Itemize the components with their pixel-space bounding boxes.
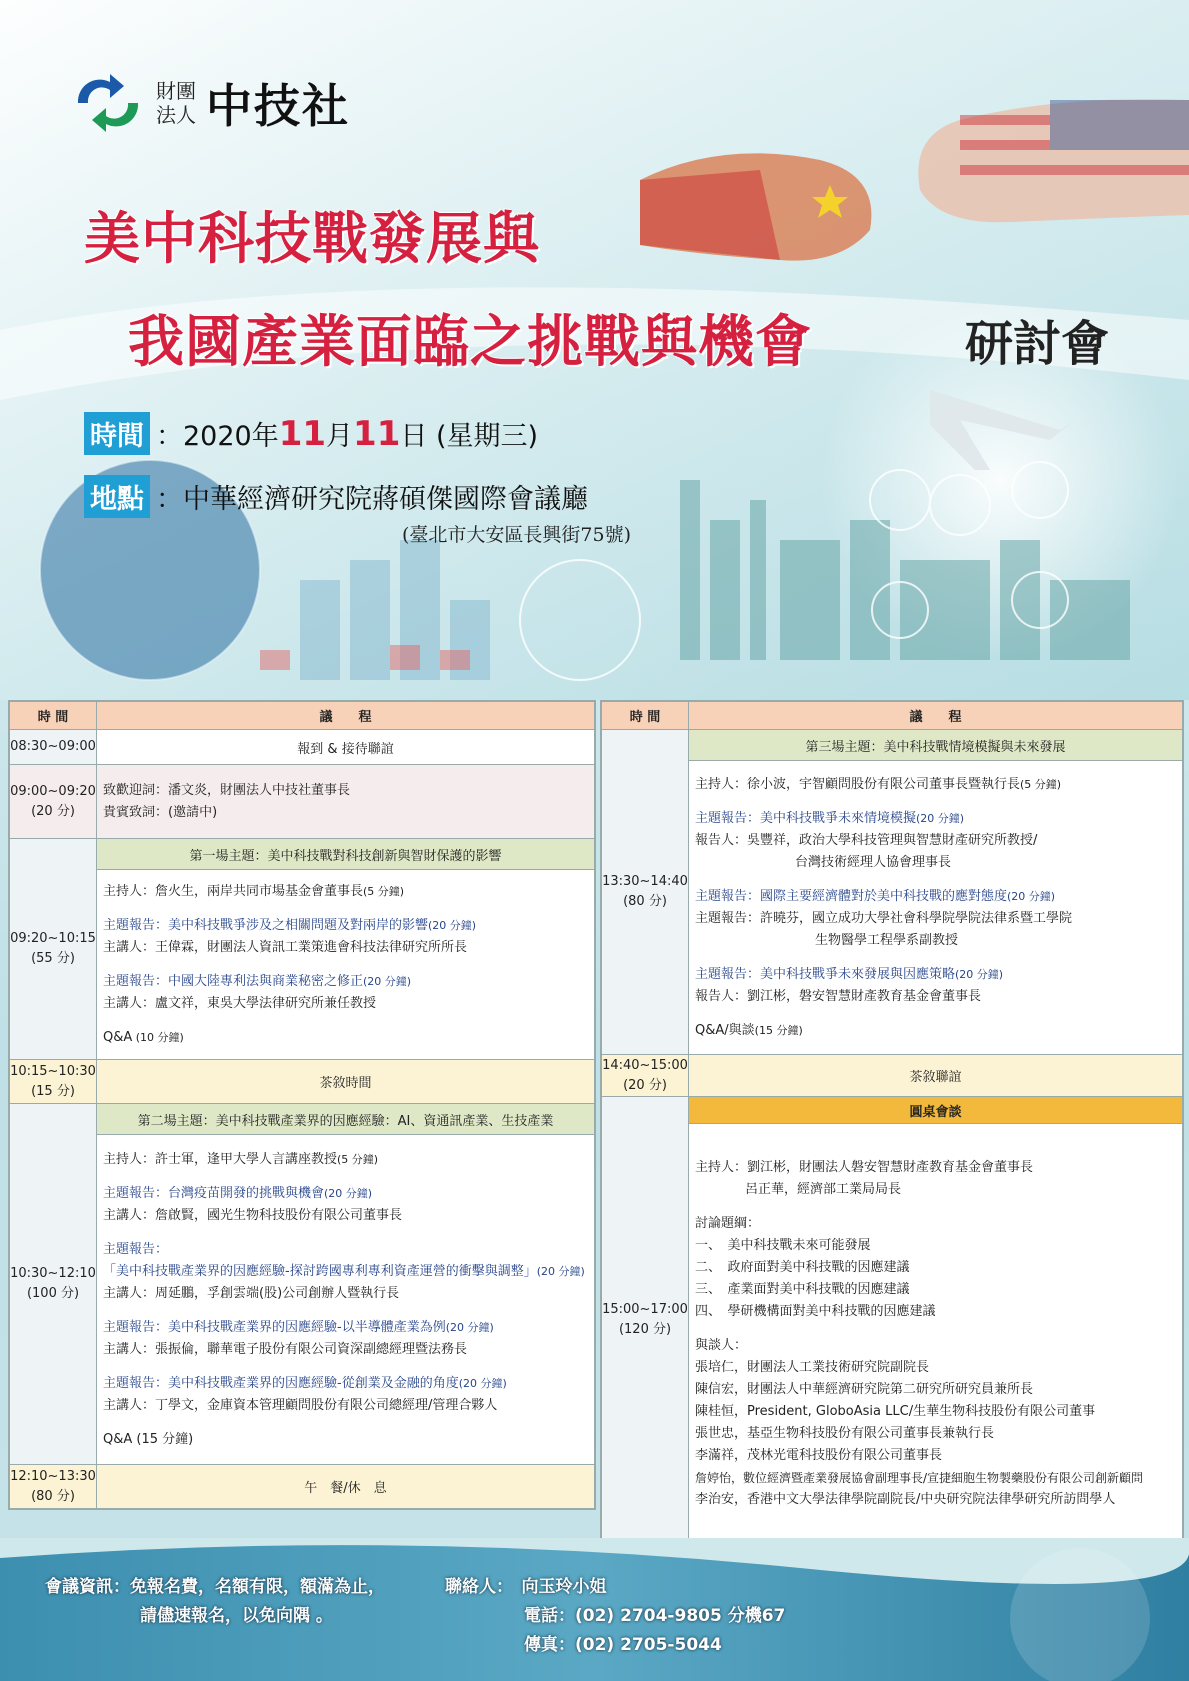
time-duration: (55 分): [31, 951, 75, 966]
title-suffix: 研討會: [965, 316, 1110, 372]
time-suffix: 日 (星期三): [400, 421, 539, 452]
panel-label: 與談人：: [695, 1337, 748, 1353]
footer-contact: [445, 1572, 607, 1597]
guest-speech: 貴賓致詞：(邀請中): [103, 804, 218, 820]
time-duration: (80 分): [623, 894, 667, 909]
session2-content: [97, 1135, 595, 1465]
session2-speaker2: 主講人：周延鵬，孚創雲端(股)公司創辦人暨執行長: [103, 1285, 400, 1301]
header-time: 時 間: [10, 702, 97, 730]
info-line1: 免報名費，名額有限，額滿為止，: [130, 1577, 385, 1597]
row-time: [602, 1097, 689, 1544]
agenda-welcome: [97, 765, 595, 839]
header-agenda: 議 程: [97, 702, 595, 730]
time-duration: (80 分): [31, 1488, 75, 1504]
header-time: 時 間: [602, 702, 689, 730]
agenda-registration: 報到 & 接待聯誼: [97, 730, 595, 765]
session3-topic1: 主題報告：美中科技戰爭未來情境模擬(20 分鐘): [695, 810, 965, 826]
footer-fax: 傳真：(02) 2705-5044: [524, 1635, 722, 1655]
panelist: 李滿祥，茂林光電科技股份有限公司董事長: [695, 1447, 943, 1463]
title-line2: 我國產業面臨之挑戰與機會: [128, 310, 812, 375]
session2-topic3: 主題報告：美中科技戰產業界的因應經驗-以半導體產業為例(20 分鐘): [103, 1319, 494, 1335]
header-agenda: 議 程: [689, 702, 1183, 730]
roundtable-title: 圓桌會談: [689, 1097, 1183, 1124]
row-time: [10, 1060, 97, 1104]
topics-label: 討論題綱：: [695, 1215, 761, 1231]
footer-info: [45, 1572, 385, 1597]
session1-topic2: 主題報告：中國大陸專利法與商業秘密之修正(20 分鐘): [103, 973, 412, 989]
session3-speaker1: 報告人：吳豐祥，政治大學科技管理與智慧財產研究所教授/: [695, 832, 1038, 848]
time-day: 11: [353, 413, 401, 454]
event-place: [84, 475, 588, 518]
time-duration: (100 分): [26, 1286, 80, 1301]
time-duration: (20 分): [623, 1077, 667, 1093]
info-label: 會議資訊：: [45, 1577, 130, 1597]
session2-qa: Q&A (15 分鐘): [103, 1431, 194, 1447]
panelist: 張世忠，基亞生物科技股份有限公司董事長兼執行長: [695, 1425, 995, 1441]
org-logo: [70, 70, 350, 136]
session3-speaker2-title: 生物醫學工程學系副教授: [815, 932, 959, 948]
time-month: 11: [278, 413, 327, 454]
row-time: [602, 1055, 689, 1097]
place-label: 地點: [84, 475, 150, 518]
session2-speaker4: 主講人：丁學文，金庫資本管理顧問股份有限公司總經理/管理合夥人: [103, 1397, 498, 1413]
session2-title: 第二場主題：美中科技戰產業界的因應經驗：AI、資通訊產業、生技產業: [97, 1104, 595, 1135]
panelist: 詹婷怡，數位經濟暨產業發展協會副理事長/宣捷細胞生物製藥股份有限公司創新顧問: [695, 1470, 1144, 1485]
time-range: 09:20~10:15: [10, 931, 96, 946]
session1-content: [97, 870, 595, 1060]
session3-host: 主持人：徐小波，宇智顧問股份有限公司董事長暨執行長(5 分鐘): [695, 776, 1062, 792]
session2-topic4: 主題報告：美中科技戰產業界的因應經驗-從創業及金融的角度(20 分鐘): [103, 1375, 507, 1391]
contact-name: 向玉玲小姐: [521, 1577, 607, 1597]
time-label: 時間: [84, 412, 150, 455]
session1-topic1: 主題報告：美中科技戰爭涉及之相關問題及對兩岸的影響(20 分鐘): [103, 917, 477, 933]
session1-speaker2: 主講人：盧文祥，東吳大學法律研究所兼任教授: [103, 995, 377, 1011]
topic-item: 一、 美中科技戰未來可能發展: [695, 1237, 871, 1253]
recycle-logo-icon: [70, 72, 146, 134]
place-address: (臺北市大安區長興街75號): [402, 524, 632, 546]
session3-topic2: 主題報告：國際主要經濟體對於美中科技戰的應對態度(20 分鐘): [695, 888, 1056, 904]
schedule-right: [600, 700, 1184, 1545]
time-range: 09:00~09:20: [10, 783, 96, 799]
place-value: ：中華經濟研究院蔣碩傑國際會議廳: [156, 484, 588, 515]
time-prefix: ：2020年: [156, 421, 279, 452]
session3-title: 第三場主題：美中科技戰情境模擬與未來發展: [689, 730, 1183, 761]
panelist: 陳桂恒，President, GloboAsia LLC/生華生物科技股份有限公司董事: [695, 1403, 1096, 1419]
session3-speaker3: 報告人：劉江彬，磐安智慧財產教育基金會董事長: [695, 988, 982, 1004]
session2-topic1: 主題報告：台灣疫苗開發的挑戰與機會(20 分鐘): [103, 1185, 373, 1201]
schedule-left: [8, 700, 596, 1510]
panelist: 陳信宏，財團法人中華經濟研究院第二研究所研究員兼所長: [695, 1381, 1034, 1397]
row-time: 08:30~09:00: [10, 730, 97, 765]
session3-qa: Q&A/與談(15 分鐘): [695, 1022, 803, 1038]
session1-qa: Q&A (10 分鐘): [103, 1029, 184, 1045]
logo-line1: 財團: [156, 79, 196, 103]
time-range: 12:10~13:30: [10, 1468, 96, 1484]
event-time: [84, 412, 538, 455]
roundtable-host: 主持人：劉江彬，財團法人磐安智慧財產教育基金會董事長: [695, 1159, 1034, 1175]
agenda-tea-break: 茶敘時間: [97, 1060, 595, 1104]
row-time: [10, 765, 97, 839]
session2-topic2: 主題報告：: [103, 1241, 169, 1257]
time-duration: (120 分): [618, 1322, 672, 1337]
topic-item: 四、 學研機構面對美中科技戰的因應建議: [695, 1303, 936, 1319]
logo-text-small: [156, 79, 196, 127]
footer-info2: 請儘速報名，以免向隅 。: [140, 1606, 333, 1626]
session3-topic3: 主題報告：美中科技戰爭未來發展與因應策略(20 分鐘): [695, 966, 1004, 982]
time-range: 15:00~17:00: [602, 1302, 688, 1317]
session1-speaker1: 主講人：王偉霖，財團法人資訊工業策進會科技法律研究所所長: [103, 939, 468, 955]
contact-label: 聯絡人：: [445, 1577, 505, 1597]
session2-topic2-title: 「美中科技戰產業界的因應經驗-探討跨國專利專利資產運營的衝擊與調整」(20 分鐘): [103, 1263, 585, 1279]
session2-host: 主持人：許士軍，逢甲大學人言講座教授(5 分鐘): [103, 1151, 379, 1167]
session3-speaker1-title: 台灣技術經理人協會理事長: [795, 854, 952, 870]
logo-name: 中技社: [206, 79, 350, 133]
panelist: 李治安，香港中文大學法律學院副院長/中央研究院法律學研究所訪問學人: [695, 1491, 1116, 1507]
time-range: 10:15~10:30: [10, 1063, 96, 1079]
time-duration: (20 分): [31, 803, 75, 819]
session3-content: [689, 761, 1183, 1055]
session1-title: 第一場主題：美中科技戰對科技創新與智財保護的影響: [97, 839, 595, 870]
session2-speaker3: 主講人：張振倫，聯華電子股份有限公司資深副總經理暨法務長: [103, 1341, 468, 1357]
footer-phone: 電話：(02) 2704-9805 分機67: [524, 1606, 786, 1626]
logo-line2: 法人: [156, 103, 196, 127]
time-range: 14:40~15:00: [602, 1057, 688, 1073]
roundtable-host2: 呂正華，經濟部工業局局長: [745, 1181, 902, 1197]
welcome-speech: 致歡迎詞：潘文炎，財團法人中技社董事長: [103, 782, 351, 798]
agenda-tea-networking: 茶敘聯誼: [689, 1055, 1183, 1097]
time-duration: (15 分): [31, 1083, 75, 1099]
row-time: [10, 839, 97, 1060]
topic-item: 二、 政府面對美中科技戰的因應建議: [695, 1259, 910, 1275]
row-time: [602, 730, 689, 1055]
roundtable-content: [689, 1124, 1183, 1544]
time-mid: 月: [326, 421, 354, 452]
row-time: [10, 1465, 97, 1509]
row-time: [10, 1104, 97, 1465]
panelist: 張培仁，財團法人工業技術研究院副院長: [695, 1359, 930, 1375]
time-range: 10:30~12:10: [10, 1266, 96, 1281]
session1-host: 主持人：詹火生，兩岸共同市場基金會董事長(5 分鐘): [103, 883, 405, 899]
session3-speaker2: 主題報告：許曉芬，國立成功大學社會科學院學院法律系暨工學院: [695, 910, 1073, 926]
agenda-lunch: 午 餐/休 息: [97, 1465, 595, 1509]
title-line1: 美中科技戰發展與: [84, 207, 540, 272]
topic-item: 三、 產業面對美中科技戰的因應建議: [695, 1281, 910, 1297]
time-range: 13:30~14:40: [602, 874, 688, 889]
session2-speaker1: 主講人：詹啟賢，國光生物科技股份有限公司董事長: [103, 1207, 403, 1223]
